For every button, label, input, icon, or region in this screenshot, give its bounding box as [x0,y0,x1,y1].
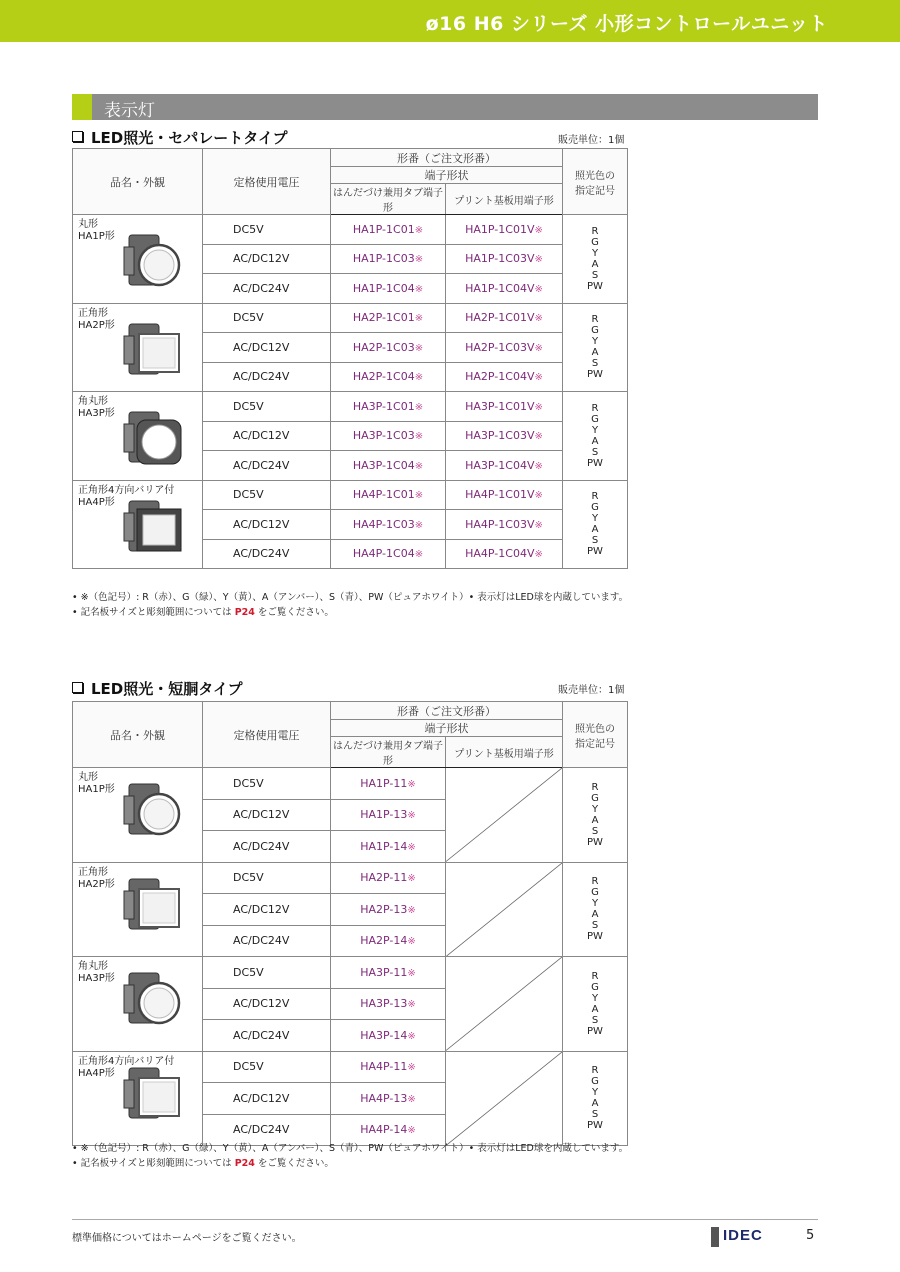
product-image [121,1062,201,1137]
product-cell [73,215,203,304]
product-image [121,778,201,853]
header-solder-tab: はんだづけ兼用タブ端子形 [331,184,446,215]
color-codes-cell: R G Y A S PW [563,768,628,863]
page-ref-link[interactable]: P24 [234,607,255,618]
product-image [121,873,201,948]
voltage-cell: DC5V [203,480,331,510]
voltage-cell: AC/DC24V [203,451,331,481]
table2-notes [72,1141,628,1171]
product-image [121,406,201,481]
model-solder-cell: HA4P-1C03※ [331,510,446,540]
voltage-cell: AC/DC24V [203,831,331,863]
header-terminal: 端子形状 [331,167,563,184]
model-solder-cell: HA2P-13※ [331,894,446,926]
model-solder-cell: HA3P-11※ [331,957,446,989]
table1-unit: 販売単位：1個 [558,135,625,146]
product-cell [73,957,203,1052]
product-cell [73,480,203,569]
model-solder-cell: HA4P-1C04※ [331,539,446,569]
voltage-cell: AC/DC24V [203,1114,331,1146]
voltage-cell: AC/DC12V [203,894,331,926]
voltage-cell: AC/DC12V [203,510,331,540]
table-row [73,303,628,333]
header-voltage: 定格使用電圧 [203,702,331,768]
not-available-cell [446,862,563,957]
model-pcb-cell: HA2P-1C04V※ [446,362,563,392]
table-row [73,957,628,989]
color-codes-cell: R G Y A S PW [563,215,628,304]
voltage-cell: DC5V [203,862,331,894]
voltage-cell: AC/DC12V [203,244,331,274]
voltage-cell: DC5V [203,768,331,800]
model-solder-cell: HA2P-1C04※ [331,362,446,392]
section-accent [72,94,92,120]
model-pcb-cell: HA1P-1C03V※ [446,244,563,274]
note-line: • ※（色記号）: R（赤）、G（緑）、Y（黄）、A（アンバー）、S（青）、PW（ピュアホワイト）• 表示灯はLED球を内蔵しています。 [72,1143,629,1154]
model-pcb-cell: HA1P-1C01V※ [446,215,563,245]
product-cell [73,1051,203,1146]
section-title-bar [72,94,818,120]
table-row [73,768,628,800]
product-image [121,967,201,1042]
note-line: • ※（色記号）: R（赤）、G（緑）、Y（黄）、A（アンバー）、S（青）、PW（ピュアホワイト）• 表示灯はLED球を内蔵しています。 [72,592,629,603]
voltage-cell: AC/DC12V [203,421,331,451]
voltage-cell: AC/DC24V [203,539,331,569]
model-solder-cell: HA1P-1C03※ [331,244,446,274]
model-pcb-cell: HA4P-1C04V※ [446,539,563,569]
checkbox-square-icon [72,682,83,693]
model-pcb-cell: HA3P-1C01V※ [446,392,563,422]
page-number: 5 [806,1228,815,1243]
product-name: 角丸形 HA3P形 [78,961,115,984]
product-name: 正角形4方向バリア付 HA4P形 [78,1055,175,1079]
color-codes-cell: R G Y A S PW [563,480,628,569]
product-name: 丸形 HA1P形 [78,772,115,795]
separate-type-table [72,148,628,569]
header-model: 形番（ご注文形番） [331,702,563,720]
not-available-cell [446,768,563,863]
model-pcb-cell: HA2P-1C01V※ [446,303,563,333]
model-pcb-cell: HA1P-1C04V※ [446,274,563,304]
model-solder-cell: HA4P-1C01※ [331,480,446,510]
product-name: 正角形4方向バリア付 HA4P形 [78,484,175,508]
logo-text: IDEC [723,1227,763,1244]
product-image [121,495,201,570]
model-solder-cell: HA3P-13※ [331,988,446,1020]
footer-text: 標準価格についてはホームページをご覧ください。 [72,1233,302,1244]
header-bar [0,0,900,42]
product-cell [73,768,203,863]
model-pcb-cell: HA3P-1C04V※ [446,451,563,481]
table-row [73,392,628,422]
color-codes-cell: R G Y A S PW [563,392,628,481]
header-color-code: 照光色の 指定記号 [563,702,628,768]
model-pcb-cell: HA2P-1C03V※ [446,333,563,363]
header-pcb: プリント基板用端子形 [446,184,563,215]
color-codes-cell: R G Y A S PW [563,1051,628,1146]
note-line: • 記名板サイズと彫刻範囲については P24 をご覧ください。 [72,1158,334,1169]
not-available-cell [446,957,563,1052]
voltage-cell: AC/DC12V [203,333,331,363]
page-ref-link[interactable]: P24 [234,1158,255,1169]
voltage-cell: DC5V [203,1051,331,1083]
voltage-cell: DC5V [203,215,331,245]
model-solder-cell: HA3P-1C04※ [331,451,446,481]
product-image [121,318,201,393]
table1-notes [72,590,628,620]
note-line: • 記名板サイズと彫刻範囲については P24 をご覧ください。 [72,607,334,618]
voltage-cell: DC5V [203,392,331,422]
table-row [73,215,628,245]
model-solder-cell: HA4P-14※ [331,1114,446,1146]
header-product: 品名・外観 [73,149,203,215]
product-name: 正角形 HA2P形 [78,866,115,890]
voltage-cell: DC5V [203,957,331,989]
voltage-cell: AC/DC24V [203,362,331,392]
model-solder-cell: HA3P-1C03※ [331,421,446,451]
header-color-code: 照光色の 指定記号 [563,149,628,215]
model-solder-cell: HA2P-11※ [331,862,446,894]
product-cell [73,392,203,481]
model-solder-cell: HA1P-14※ [331,831,446,863]
color-codes-cell: R G Y A S PW [563,957,628,1052]
short-body-type-table [72,701,628,1146]
header-model: 形番（ご注文形番） [331,149,563,167]
product-image [121,229,201,304]
header-solder-tab: はんだづけ兼用タブ端子形 [331,737,446,768]
model-pcb-cell: HA3P-1C03V※ [446,421,563,451]
model-solder-cell: HA4P-13※ [331,1083,446,1115]
color-codes-cell: R G Y A S PW [563,862,628,957]
voltage-cell: DC5V [203,303,331,333]
table1-title: LED照光・セパレートタイプ [72,127,288,148]
header-pcb: プリント基板用端子形 [446,737,563,768]
product-name: 丸形 HA1P形 [78,219,115,242]
header-title: ø16 H6 シリーズ 小形コントロールユニット [425,13,828,35]
voltage-cell: AC/DC24V [203,1020,331,1052]
product-name: 正角形 HA2P形 [78,307,115,331]
model-solder-cell: HA2P-14※ [331,925,446,957]
color-codes-cell: R G Y A S PW [563,303,628,392]
table2-title: LED照光・短胴タイプ [72,678,243,699]
table2-unit: 販売単位：1個 [558,685,625,696]
model-solder-cell: HA3P-14※ [331,1020,446,1052]
header-product: 品名・外観 [73,702,203,768]
model-solder-cell: HA1P-1C04※ [331,274,446,304]
header-voltage: 定格使用電圧 [203,149,331,215]
product-name: 角丸形 HA3P形 [78,396,115,419]
table-row [73,862,628,894]
voltage-cell: AC/DC12V [203,988,331,1020]
model-pcb-cell: HA4P-1C01V※ [446,480,563,510]
model-solder-cell: HA2P-1C01※ [331,303,446,333]
footer-divider [72,1219,818,1220]
checkbox-square-icon [72,131,83,142]
logo-mark [711,1227,719,1247]
voltage-cell: AC/DC12V [203,799,331,831]
model-solder-cell: HA1P-1C01※ [331,215,446,245]
table-row [73,1051,628,1083]
model-solder-cell: HA4P-11※ [331,1051,446,1083]
voltage-cell: AC/DC24V [203,925,331,957]
section-title: 表示灯 [104,101,155,121]
not-available-cell [446,1051,563,1146]
model-solder-cell: HA3P-1C01※ [331,392,446,422]
model-solder-cell: HA1P-11※ [331,768,446,800]
voltage-cell: AC/DC12V [203,1083,331,1115]
table-row [73,480,628,510]
header-terminal: 端子形状 [331,720,563,737]
model-pcb-cell: HA4P-1C03V※ [446,510,563,540]
model-solder-cell: HA1P-13※ [331,799,446,831]
product-cell [73,303,203,392]
voltage-cell: AC/DC24V [203,274,331,304]
model-solder-cell: HA2P-1C03※ [331,333,446,363]
product-cell [73,862,203,957]
